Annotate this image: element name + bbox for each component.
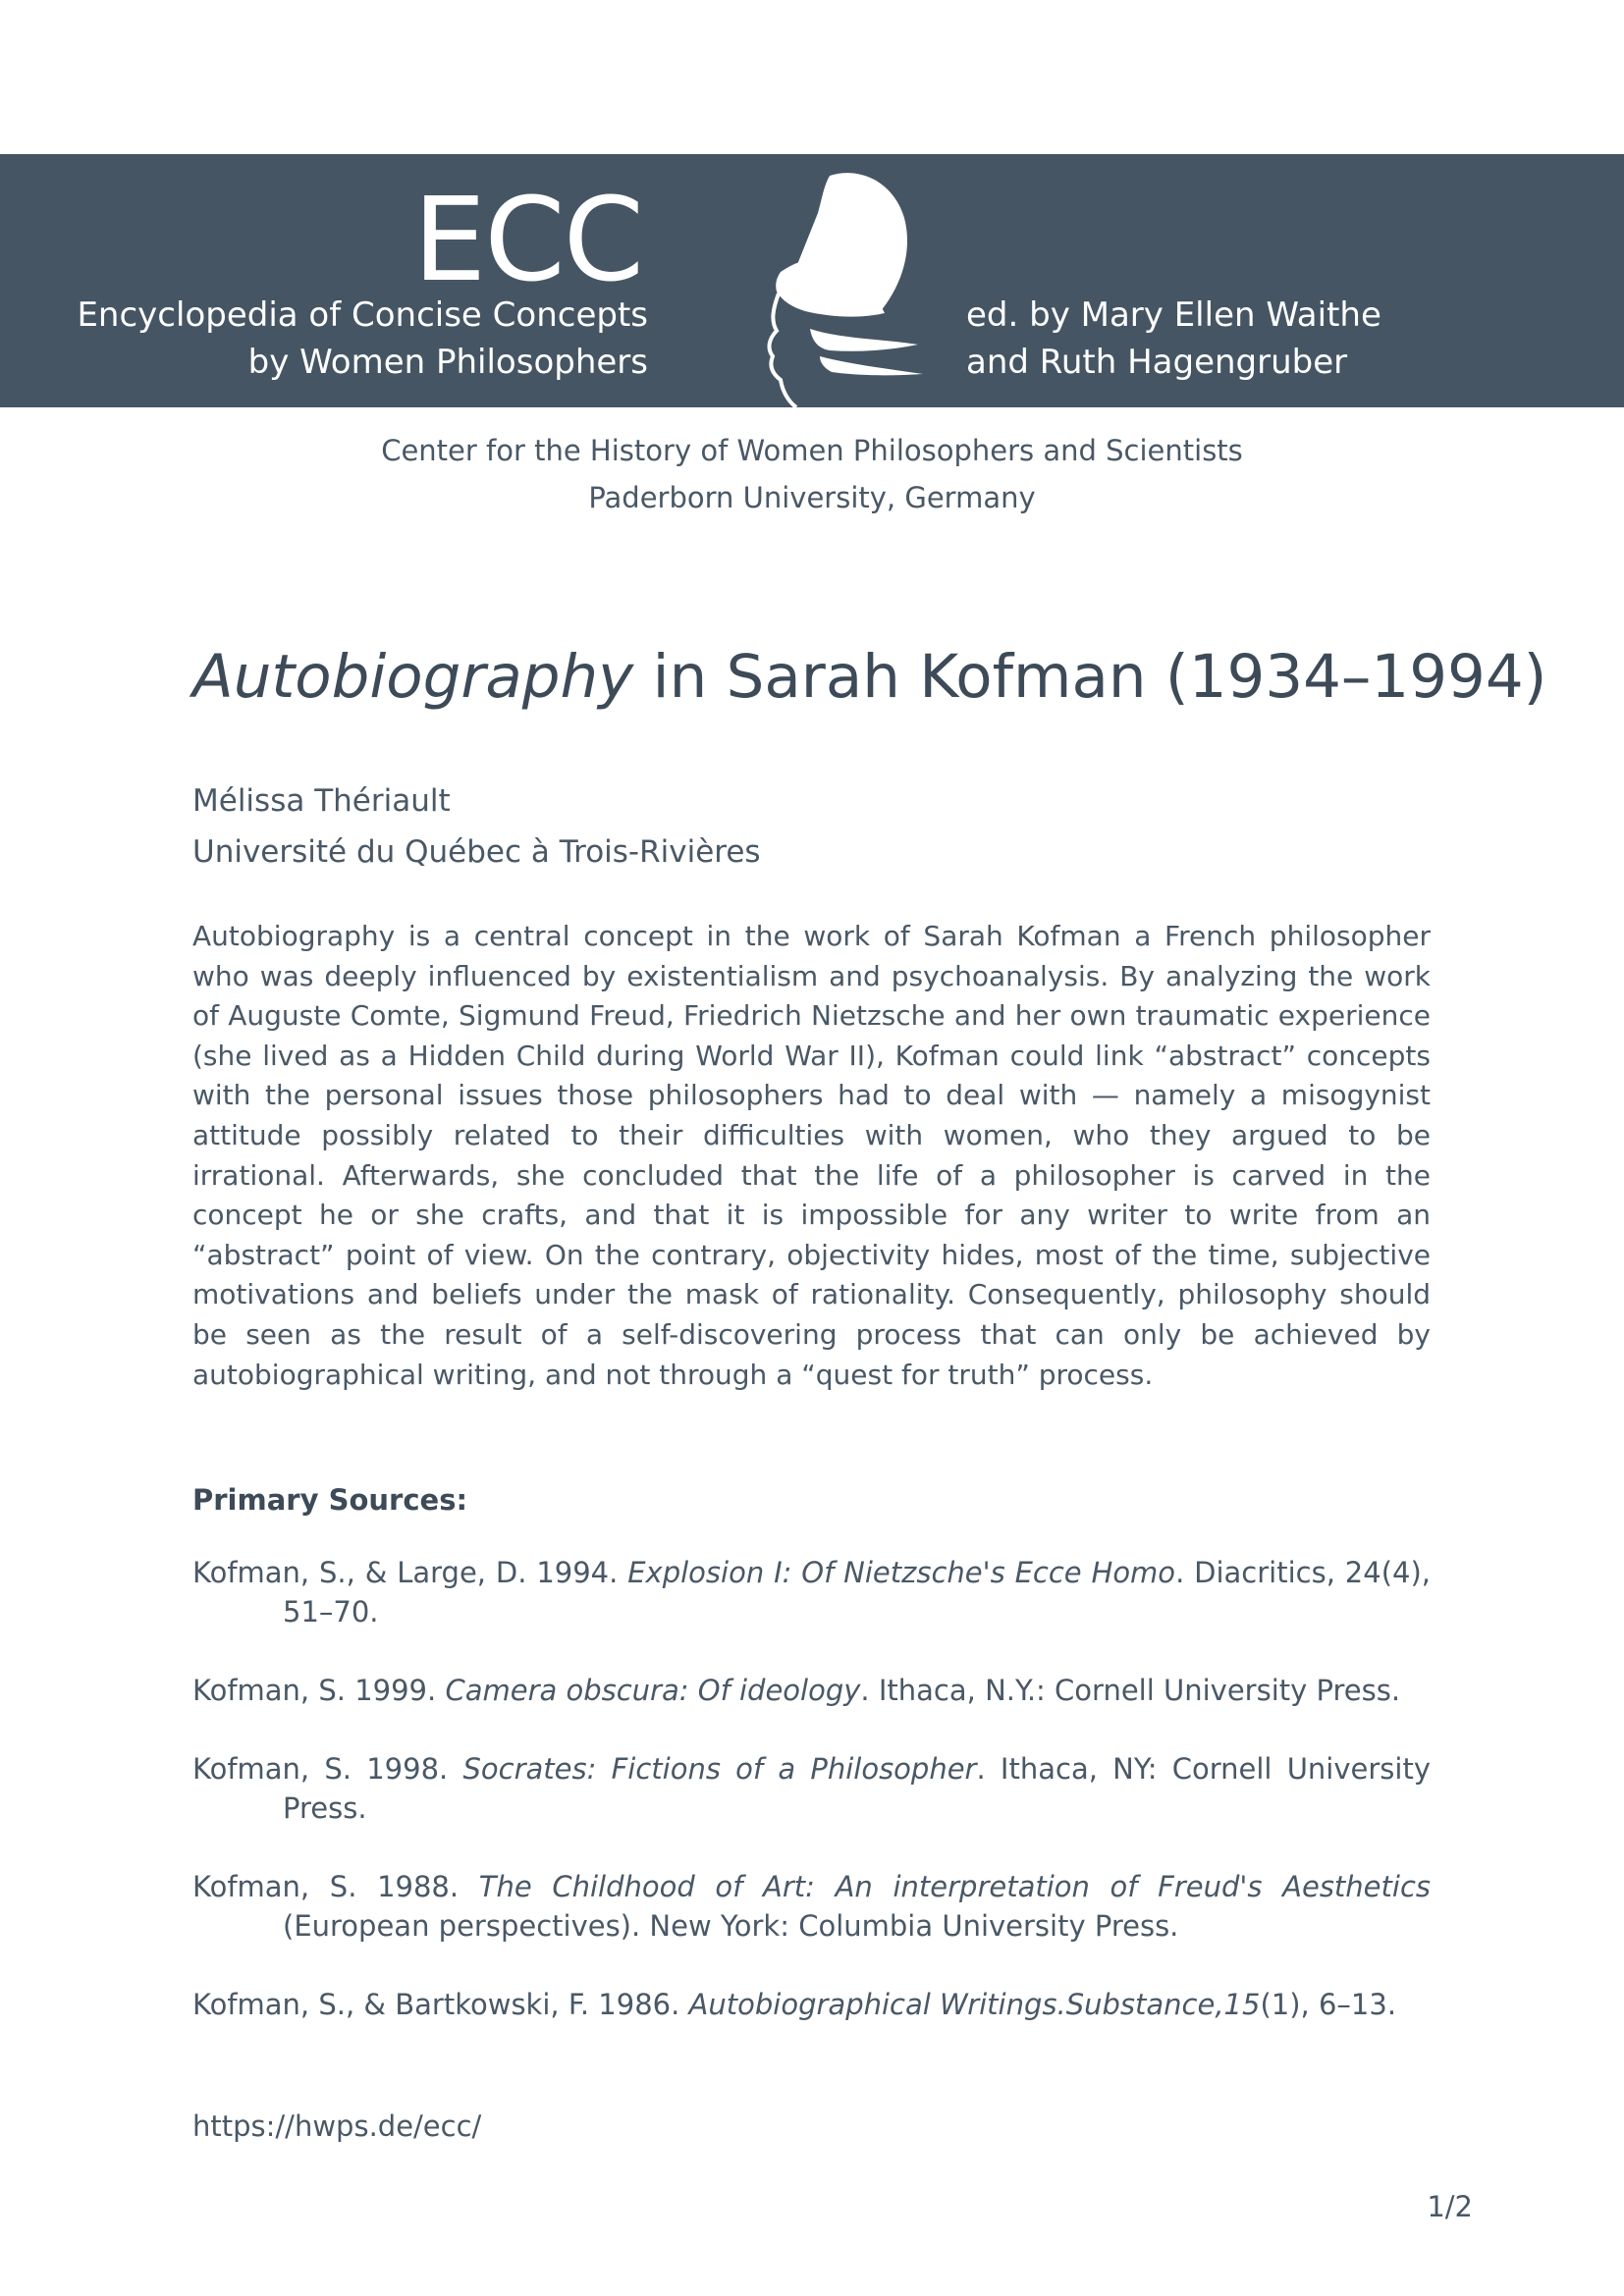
- reference-suffix: (European perspectives). New York: Columbia University Press.: [283, 1909, 1179, 1943]
- abstract-paragraph: Autobiography is a central concept in the work of Sarah Kofman a French philosopher who was deeply influenced by existentialism and psychoanalysis. By analyzing the work of Auguste Comte, Sigmund Freud, Friedrich Nietzsche and her own traumatic experience (she lived as a Hidden Child during World War II), Kofman could link “abstract” concepts with the personal issues those philosophers had to deal with — namely a misogynist attitude possibly related to their difficulties with women, who they argued to be irrational. Afterwards, she concluded that the life of a philosopher is carved in the concept he or she crafts, and that it is impossible for any writer to write from an “abstract” point of view. On the contrary, objectivity hides, most of the time, subjective motivations and beliefs under the mask of rationality. Consequently, philosophy should be seen as the result of a self-discovering process that can only be achieved by autobiographical writing, and not through a “quest for truth” process.: [192, 920, 1431, 1391]
- reference-suffix: . Ithaca, NY: Cornell University Press.: [283, 1752, 1431, 1825]
- institution-line2: Paderborn University, Germany: [588, 481, 1036, 514]
- author-affiliation: Université du Québec à Trois-Rivières: [192, 834, 761, 870]
- reference-item: [192, 1867, 1431, 1946]
- institution: [0, 427, 1624, 521]
- reference-title: Explosion I: Of Nietzsche's Ecce Homo: [627, 1556, 1176, 1589]
- reference-suffix: . Diacritics, 24(4), 51–70.: [283, 1556, 1432, 1629]
- reference-title: Socrates: Fictions of a Philosopher: [462, 1752, 977, 1786]
- author-block: [192, 775, 761, 878]
- reference-prefix: Kofman, S. 1998.: [192, 1752, 463, 1786]
- reference-title: The Childhood of Art: An interpretation of Freud's Aesthetics: [478, 1870, 1431, 1903]
- author-name: Mélissa Thériault: [192, 783, 451, 819]
- ecc-acronym: ECC: [412, 172, 642, 307]
- reference-prefix: Kofman, S. 1988.: [192, 1870, 479, 1903]
- editors: [966, 292, 1381, 386]
- references-list: [192, 1553, 1431, 2063]
- reference-suffix: . Ithaca, N.Y.: Cornell University Press.: [860, 1674, 1401, 1707]
- article-title: [192, 633, 1547, 721]
- editors-line1: ed. by Mary Ellen Waithe: [966, 295, 1381, 335]
- encyclopedia-title-line2: by Women Philosophers: [247, 343, 648, 382]
- header-banner: [0, 154, 1624, 407]
- encyclopedia-title-line1: Encyclopedia of Concise Concepts: [77, 295, 648, 335]
- institution-line1: Center for the History of Women Philosophers and Scientists: [381, 434, 1243, 467]
- reference-title: Autobiographical Writings.Substance,15: [688, 1988, 1261, 2021]
- reference-item: [192, 1671, 1431, 1710]
- reference-item: [192, 1553, 1431, 1631]
- reference-item: [192, 1749, 1431, 1828]
- reference-prefix: Kofman, S. 1999.: [192, 1674, 446, 1707]
- footer-url: https://hwps.de/ecc/: [192, 2109, 482, 2143]
- encyclopedia-title: [77, 292, 648, 386]
- reference-title: Camera obscura: Of ideology: [445, 1674, 861, 1707]
- reference-item: [192, 1985, 1431, 2024]
- editors-line2: and Ruth Hagengruber: [966, 343, 1348, 382]
- reference-prefix: Kofman, S., & Bartkowski, F. 1986.: [192, 1988, 689, 2021]
- athena-helmet-icon: [712, 164, 928, 407]
- reference-suffix: (1), 6–13.: [1260, 1988, 1397, 2021]
- article-title-italic: Autobiography: [192, 642, 634, 712]
- primary-sources-heading: Primary Sources:: [192, 1483, 468, 1517]
- page-number: 1/2: [1427, 2190, 1473, 2223]
- article-title-rest: in Sarah Kofman (1934–1994): [633, 642, 1547, 712]
- reference-prefix: Kofman, S., & Large, D. 1994.: [192, 1556, 628, 1589]
